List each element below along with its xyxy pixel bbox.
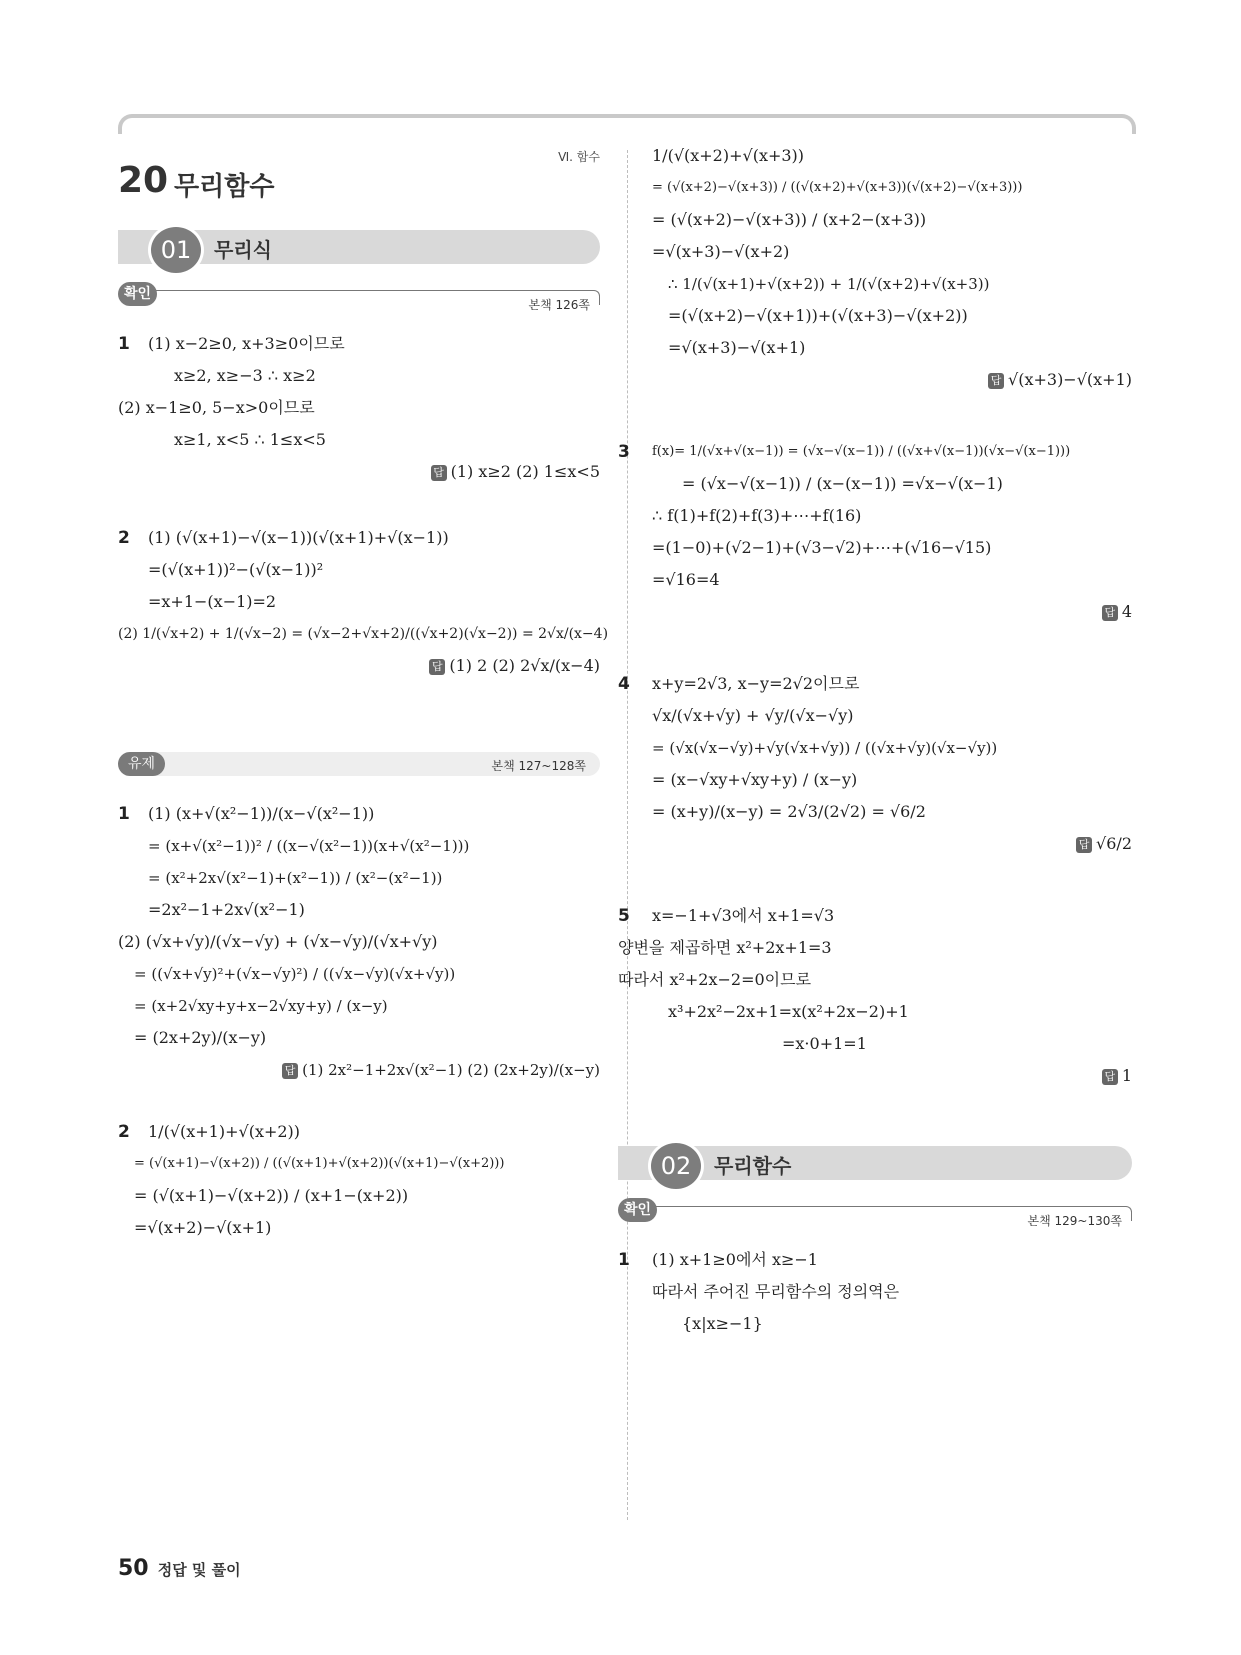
answer-mark: 답 bbox=[431, 465, 447, 481]
solution-line: = (x−√xy+√xy+y) / (x−y) bbox=[652, 770, 858, 789]
hwagin-header bbox=[118, 282, 600, 316]
solution-line: (1) x−2≥0, x+3≥0이므로 bbox=[148, 334, 345, 353]
solution-line: = (√(x+1)−√(x+2)) / (x+1−(x+2)) bbox=[134, 1186, 409, 1205]
answer-line bbox=[118, 1054, 600, 1086]
page-footer bbox=[118, 1556, 241, 1581]
answer-mark: 답 bbox=[1102, 605, 1118, 621]
solution-line: √x/(√x+√y) + √y/(√x−√y) bbox=[652, 706, 854, 725]
solution-line: (1) (√(x+1)−√(x−1))(√(x+1)+√(x−1)) bbox=[148, 528, 449, 547]
solution-line: 따라서 x²+2x−2=0이므로 bbox=[618, 970, 812, 989]
answer-text: 1 bbox=[1121, 1066, 1132, 1085]
problem-number: 5 bbox=[618, 906, 630, 926]
solution-line: x≥1, x<5 ∴ 1≤x<5 bbox=[174, 430, 326, 449]
answer-line bbox=[652, 1060, 1132, 1092]
solution-line: = (x+y)/(x−y) = 2√3/(2√2) = √6/2 bbox=[652, 802, 926, 821]
page-reference: 본책 127~128쪽 bbox=[491, 759, 586, 773]
solution-line: x=−1+√3에서 x+1=√3 bbox=[652, 906, 835, 925]
yuje-header bbox=[118, 752, 600, 786]
answer-text: (1) 2x²−1+2x√(x²−1) (2) (2x+2y)/(x−y) bbox=[302, 1061, 600, 1079]
answer-mark: 답 bbox=[429, 659, 445, 675]
solution-line: = (√(x+1)−√(x+2)) / ((√(x+1)+√(x+2))(√(x+1)−√(x+2))) bbox=[134, 1156, 505, 1171]
solution-line: x≥2, x≥−3 ∴ x≥2 bbox=[174, 366, 316, 385]
problem-number: 3 bbox=[618, 442, 630, 462]
column-divider bbox=[627, 150, 628, 1520]
page-top-border bbox=[118, 114, 1136, 134]
footer-label: 정답 및 풀이 bbox=[157, 1561, 241, 1579]
hwagin-badge: 확인 bbox=[118, 282, 157, 306]
solution-line: = (x²+2x√(x²−1)+(x²−1)) / (x²−(x²−1)) bbox=[148, 869, 443, 887]
problem-number: 1 bbox=[618, 1250, 630, 1270]
left-column bbox=[118, 140, 609, 1244]
solution-line: = (x+√(x²−1))² / ((x−√(x²−1))(x+√(x²−1))) bbox=[148, 837, 470, 855]
solution-line: 1/(√(x+1)+√(x+2)) bbox=[148, 1122, 301, 1141]
solution-line: 따라서 주어진 무리함수의 정의역은 bbox=[652, 1282, 900, 1301]
problem-yuje-4 bbox=[618, 668, 1132, 860]
section-number: 02 bbox=[648, 1140, 704, 1192]
answer-line bbox=[652, 828, 1132, 860]
problem-yuje-2-continued bbox=[652, 140, 1132, 396]
answer-text: √6/2 bbox=[1096, 834, 1132, 853]
solution-line: = (√(x+2)−√(x+3)) / ((√(x+2)+√(x+3))(√(x+2)−√(x+3))) bbox=[652, 180, 1023, 195]
solution-line: x³+2x²−2x+1=x(x²+2x−2)+1 bbox=[668, 1002, 909, 1021]
solution-line: =x·0+1=1 bbox=[782, 1034, 867, 1053]
solution-line: =√16=4 bbox=[652, 570, 720, 589]
answer-text: √(x+3)−√(x+1) bbox=[1008, 370, 1132, 389]
solution-line: =2x²−1+2x√(x²−1) bbox=[148, 900, 305, 919]
solution-line: ∴ 1/(√(x+1)+√(x+2)) + 1/(√(x+2)+√(x+3)) bbox=[668, 275, 990, 293]
chapter-title: 무리함수 bbox=[174, 172, 275, 202]
solution-line: (1) (x+√(x²−1))/(x−√(x²−1)) bbox=[148, 804, 375, 823]
problem-yuje-2 bbox=[118, 1116, 600, 1244]
problem-number: 1 bbox=[118, 804, 130, 824]
solution-line: = (√x(√x−√y)+√y(√x+√y)) / ((√x+√y)(√x−√y)) bbox=[652, 739, 998, 757]
problem-yuje-1 bbox=[118, 798, 600, 1086]
section-number: 01 bbox=[148, 224, 204, 276]
solution-line: (1) x+1≥0에서 x≥−1 bbox=[652, 1250, 818, 1269]
problem-hwagin2-1 bbox=[618, 1244, 1132, 1340]
solution-line: =√(x+3)−√(x+2) bbox=[652, 242, 790, 261]
section-title: 무리식 bbox=[214, 238, 272, 262]
solution-line: = (√x−√(x−1)) / (x−(x−1)) =√x−√(x−1) bbox=[682, 474, 1003, 493]
problem-yuje-3 bbox=[618, 436, 1132, 628]
answer-line bbox=[652, 364, 1132, 396]
solution-line: {x|x≥−1} bbox=[682, 1314, 763, 1333]
section-banner-02 bbox=[618, 1144, 1132, 1184]
solution-line: (2) 1/(√x+2) + 1/(√x−2) = (√x−2+√x+2)/((√x+2)(√x−2)) = 2√x/(x−4) bbox=[118, 626, 609, 642]
solution-line: 1/(√(x+2)+√(x+3)) bbox=[652, 146, 805, 165]
solution-line: = (x+2√xy+y+x−2√xy+y) / (x−y) bbox=[134, 997, 388, 1015]
page-reference: 본책 129~130쪽 bbox=[1027, 1214, 1122, 1228]
solution-line: = ((√x+√y)²+(√x−√y)²) / ((√x−√y)(√x+√y)) bbox=[134, 965, 456, 983]
problem-hwagin-2 bbox=[118, 522, 609, 682]
answer-mark: 답 bbox=[1102, 1069, 1118, 1085]
solution-line: =(√(x+1))²−(√(x−1))² bbox=[148, 560, 324, 579]
answer-mark: 답 bbox=[282, 1063, 298, 1079]
solution-line: 양변을 제곱하면 x²+2x+1=3 bbox=[618, 938, 832, 957]
problem-number: 4 bbox=[618, 674, 630, 694]
problem-number: 1 bbox=[118, 334, 130, 354]
page-number: 50 bbox=[118, 1556, 149, 1581]
problem-number: 2 bbox=[118, 528, 130, 548]
solution-line: x+y=2√3, x−y=2√2이므로 bbox=[652, 674, 860, 693]
answer-text: 4 bbox=[1121, 602, 1132, 621]
solution-line: =√(x+3)−√(x+1) bbox=[668, 338, 806, 357]
answer-line bbox=[118, 456, 600, 488]
solution-line: =√(x+2)−√(x+1) bbox=[134, 1218, 272, 1237]
answer-mark: 답 bbox=[988, 373, 1004, 389]
chapter-header bbox=[118, 140, 600, 220]
solution-line: (2) (√x+√y)/(√x−√y) + (√x−√y)/(√x+√y) bbox=[118, 932, 438, 951]
solution-line: = (√(x+2)−√(x+3)) / (x+2−(x+3)) bbox=[652, 210, 927, 229]
solution-line: f(x)= 1/(√x+√(x−1)) = (√x−√(x−1)) / ((√x+√(x−1))(√x−√(x−1))) bbox=[652, 444, 1071, 459]
hwagin-badge: 확인 bbox=[618, 1198, 657, 1222]
answer-line bbox=[652, 596, 1132, 628]
answer-line bbox=[118, 650, 600, 682]
problem-hwagin-1 bbox=[118, 328, 600, 488]
hwagin-header-2 bbox=[618, 1198, 1132, 1232]
chapter-number: 20 bbox=[118, 160, 169, 201]
unit-label: Ⅵ. 함수 bbox=[558, 150, 600, 164]
solution-line: ∴ f(1)+f(2)+f(3)+⋯+f(16) bbox=[652, 506, 862, 525]
solution-line: =(1−0)+(√2−1)+(√3−√2)+⋯+(√16−√15) bbox=[652, 538, 992, 557]
right-column bbox=[618, 140, 1132, 1340]
answer-text: (1) 2 (2) 2√x/(x−4) bbox=[449, 656, 600, 675]
problem-yuje-5 bbox=[618, 900, 1132, 1092]
answer-text: (1) x≥2 (2) 1≤x<5 bbox=[450, 462, 600, 481]
answer-mark: 답 bbox=[1076, 837, 1092, 853]
problem-number: 2 bbox=[118, 1122, 130, 1142]
solution-line: =(√(x+2)−√(x+1))+(√(x+3)−√(x+2)) bbox=[668, 306, 968, 325]
page-reference: 본책 126쪽 bbox=[528, 298, 590, 312]
section-banner-01 bbox=[118, 228, 600, 268]
section-title: 무리함수 bbox=[714, 1154, 792, 1178]
yuje-badge: 유제 bbox=[118, 752, 165, 776]
solution-line: (2) x−1≥0, 5−x>0이므로 bbox=[118, 398, 315, 417]
solution-line: =x+1−(x−1)=2 bbox=[148, 592, 277, 611]
solution-line: = (2x+2y)/(x−y) bbox=[134, 1028, 267, 1047]
